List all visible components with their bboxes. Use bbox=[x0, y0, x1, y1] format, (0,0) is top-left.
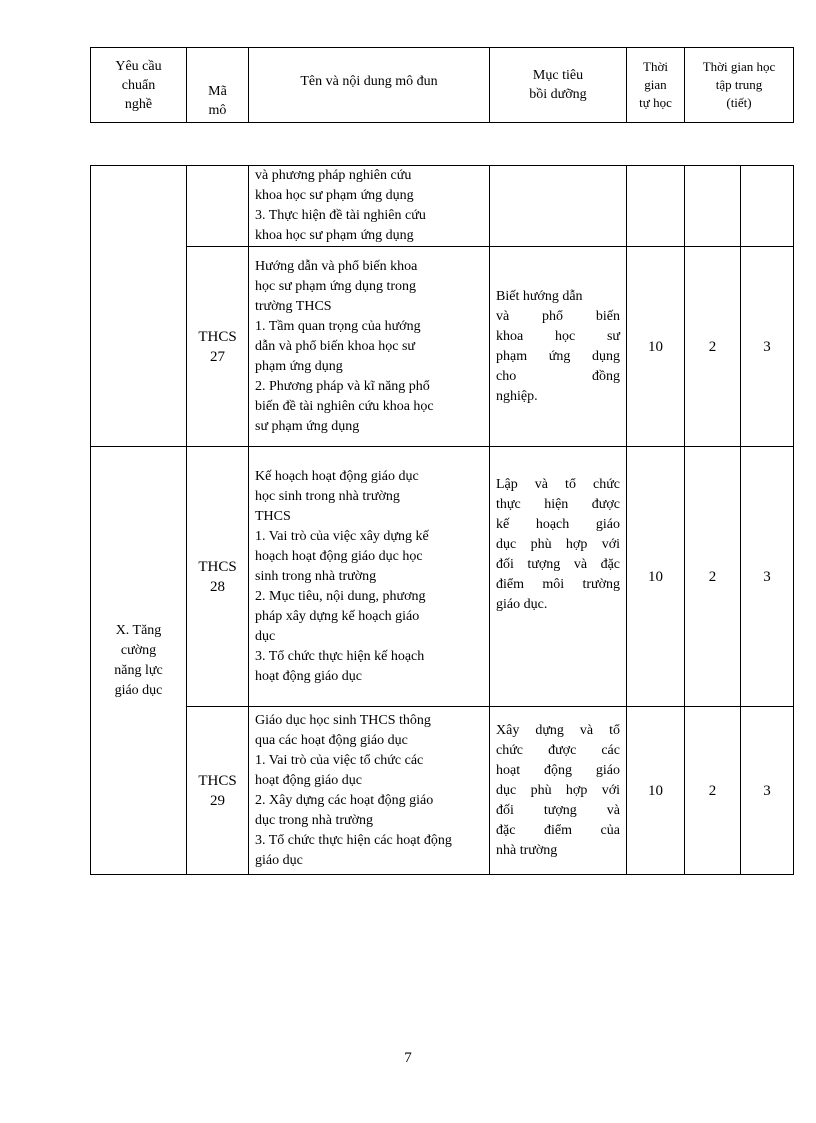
self-study-hours: 10 bbox=[627, 707, 685, 875]
concentrated-periods: 3 bbox=[741, 447, 794, 707]
table-row bbox=[91, 447, 794, 707]
header-table bbox=[90, 47, 794, 123]
page-number: 7 bbox=[404, 1050, 412, 1066]
goal-cell-empty bbox=[490, 166, 627, 247]
module-goal: Lập và tổ chức thực hiện được kế hoạch giáo dục phù hợp với đối tượng và đặc điểm môi trường giáo dục. bbox=[490, 447, 627, 707]
concentrated-value: 2 bbox=[685, 707, 741, 875]
self-study-cell-empty bbox=[627, 166, 685, 247]
module-content: và phương pháp nghiên cứu khoa học sư phạm ứng dụng 3. Thực hiện đề tài nghiên cứu khoa học sư phạm ứng dụng bbox=[249, 166, 490, 247]
table-row bbox=[91, 707, 794, 875]
header-module-name: Tên và nội dung mô đun bbox=[249, 48, 490, 123]
concentrated-periods: 3 bbox=[741, 247, 794, 447]
header-self-study: Thời gian tự học bbox=[627, 48, 685, 123]
concentrated-periods: 3 bbox=[741, 707, 794, 875]
concentrated-value: 2 bbox=[685, 247, 741, 447]
module-table bbox=[90, 165, 794, 875]
col7-cell-empty bbox=[741, 166, 794, 247]
self-study-hours: 10 bbox=[627, 247, 685, 447]
requirement-cell: X. Tăng cường năng lực giáo dục bbox=[91, 447, 187, 875]
module-content: Giáo dục học sinh THCS thông qua các hoạt động giáo dục 1. Vai trò của việc tổ chức các hoạt động giáo dục 2. Xây dựng các hoạt động giáo dục trong nhà trường 3. Tổ chức thực hiện các hoạt động giáo dục bbox=[249, 707, 490, 875]
module-content: Kế hoạch hoạt động giáo dục học sinh trong nhà trường THCS 1. Vai trò của việc xây dựng kế hoạch hoạt động giáo dục học sinh trong nhà trường 2. Mục tiêu, nội dung, phương pháp xây dựng kế hoạch giáo dục 3. Tổ chức thực hiện kế hoạch hoạt động giáo dục bbox=[249, 447, 490, 707]
header-goal: Mục tiêu bồi dưỡng bbox=[490, 48, 627, 123]
module-code: THCS 29 bbox=[187, 707, 249, 875]
module-code: THCS 27 bbox=[187, 247, 249, 447]
table-row bbox=[91, 247, 794, 447]
module-goal: Biết hướng dẫn và phổ biến khoa học sư phạm ứng dụng cho đồng nghiệp. bbox=[490, 247, 627, 447]
table-row bbox=[91, 166, 794, 247]
module-content: Hướng dẫn và phổ biến khoa học sư phạm ứng dụng trong trường THCS 1. Tầm quan trọng của hướng dẫn và phổ biến khoa học sư phạm ứng dụng 2. Phương pháp và kĩ năng phổ biến đề tài nghiên cứu khoa học sư phạm ứng dụng bbox=[249, 247, 490, 447]
code-cell-empty bbox=[187, 166, 249, 247]
module-goal: Xây dựng và tổ chức được các hoạt động giáo dục phù hợp với đối tượng và đặc điểm của nhà trường bbox=[490, 707, 627, 875]
col6-cell-empty bbox=[685, 166, 741, 247]
concentrated-value: 2 bbox=[685, 447, 741, 707]
header-code: Mã mô bbox=[187, 48, 249, 123]
module-code: THCS 28 bbox=[187, 447, 249, 707]
header-concentrated-time: Thời gian học tập trung (tiết) bbox=[685, 48, 794, 123]
self-study-hours: 10 bbox=[627, 447, 685, 707]
header-requirement: Yêu cầu chuẩn nghề bbox=[91, 48, 187, 123]
requirement-cell-empty bbox=[91, 166, 187, 447]
